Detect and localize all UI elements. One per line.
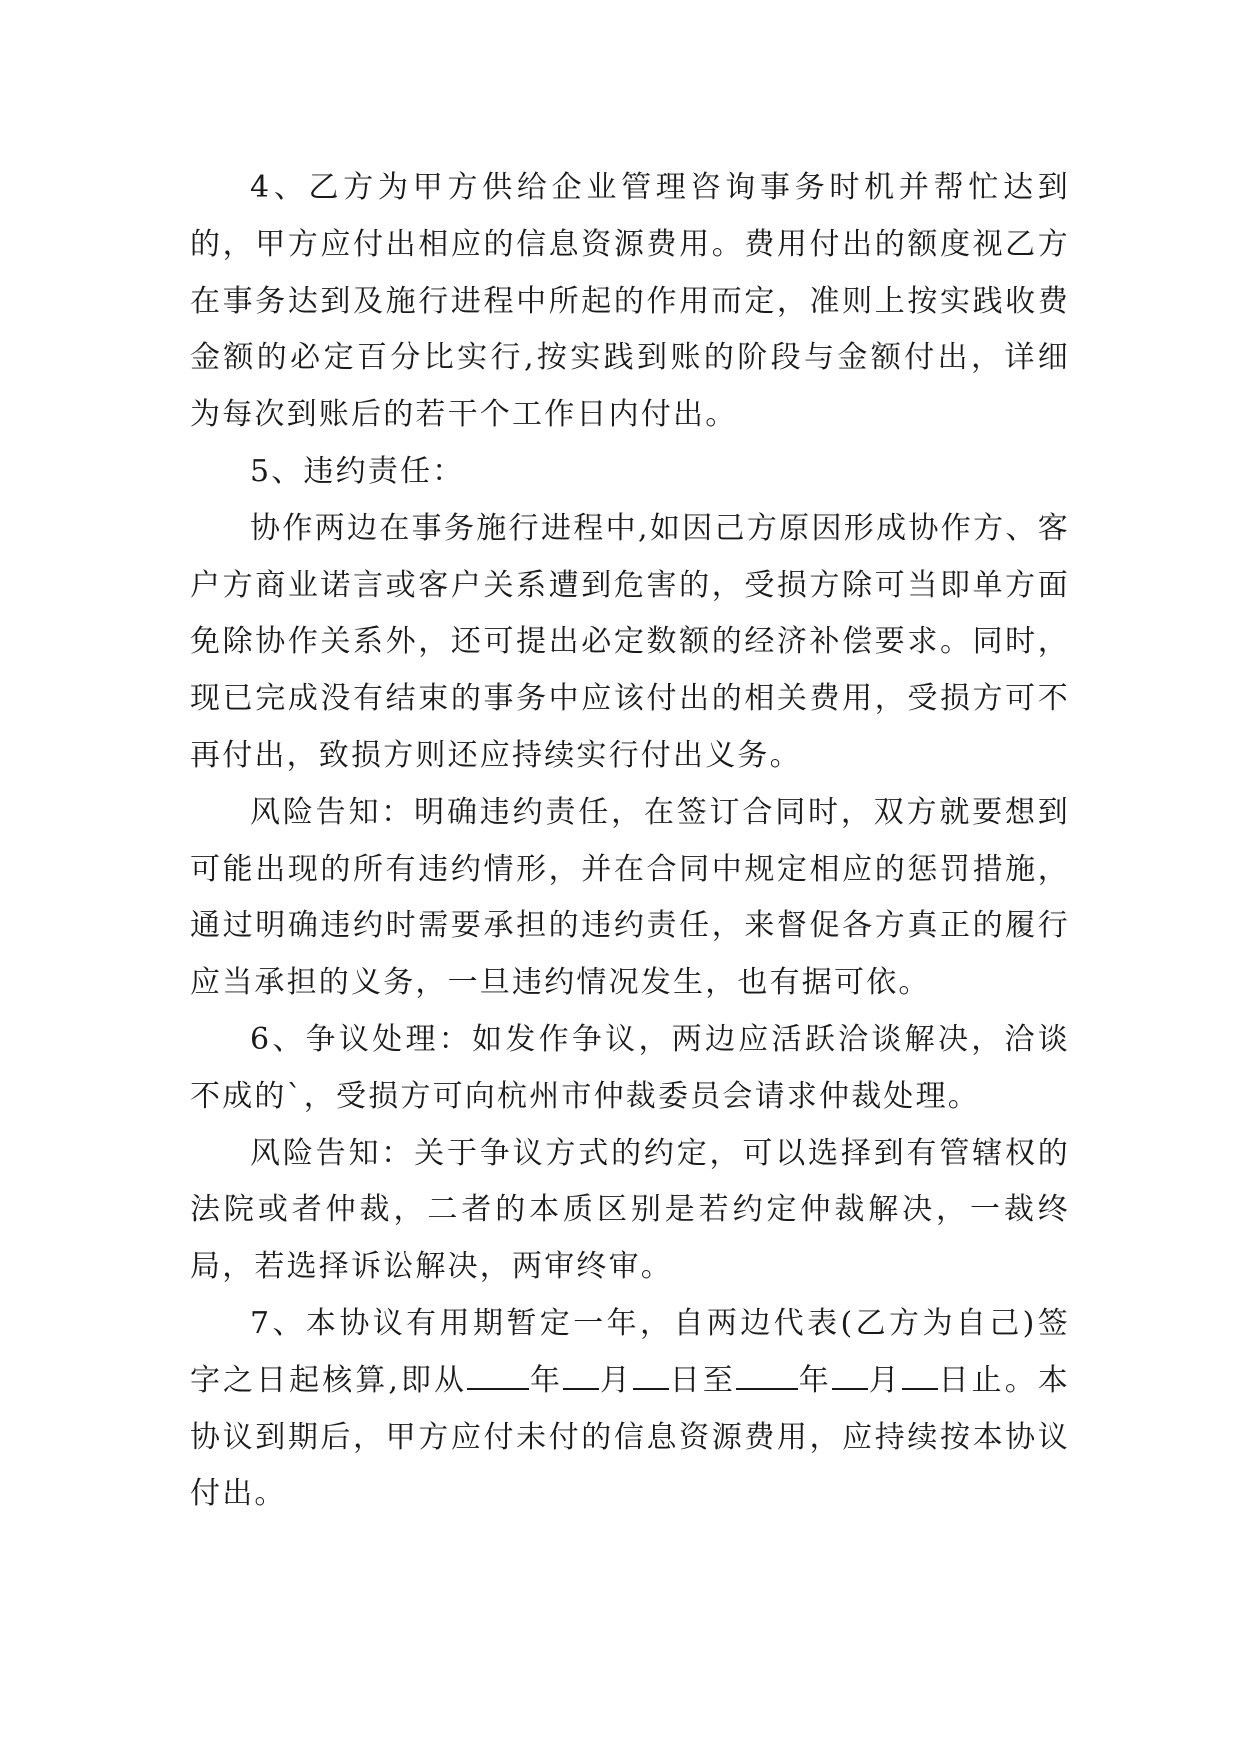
year-blank-2: [736, 1361, 798, 1390]
paragraph-clause-5-heading: 5、违约责任：: [250, 453, 465, 489]
day-blank-2: [902, 1361, 938, 1390]
month-blank-1: [563, 1361, 599, 1390]
day-label-2: 日止。: [937, 1362, 1038, 1398]
clause-7-intro: 7、本协议有用期暂定一年，自两边代表(乙方为自己)签字之日起核算,即从: [190, 1305, 1070, 1398]
year-blank-1: [467, 1361, 529, 1390]
year-label-1: 年: [529, 1362, 563, 1398]
paragraph-clause-7: [190, 1296, 1070, 1523]
month-blank-2: [832, 1361, 868, 1390]
paragraph-risk-notice-2: 风险告知：关于争议方式的约定，可以选择到有管辖权的法院或者仲裁，二者的本质区别是若约定仲裁解决，一裁终局，若选择诉讼解决，两审终审。: [190, 1135, 1070, 1285]
paragraph-clause-5-body: 协作两边在事务施行进程中,如因己方原因形成协作方、客户方商业诺言或客户关系遭到危害的，受损方除可当即单方面免除协作关系外，还可提出必定数额的经济补偿要求。同时，现已完成没有结束的事务中应该付出的相关费用，受损方可不再付出，致损方则还应持续实行付出义务。: [190, 510, 1070, 773]
paragraph-risk-notice-1: 风险告知：明确违约责任，在签订合同时，双方就要想到可能出现的所有违约情形，并在合同中规定相应的惩罚措施，通过明确违约时需要承担的违约责任，来督促各方真正的履行应当承担的义务，一旦违约情况发生，也有据可依。: [190, 794, 1070, 1001]
day-blank-1: [633, 1361, 669, 1390]
month-label-1: 月: [599, 1362, 633, 1398]
paragraph-clause-6: 6、争议处理：如发作争议，两边应活跃洽谈解决，洽谈不成的`，受损方可向杭州市仲裁委员会请求仲裁处理。: [190, 1021, 1070, 1114]
paragraph-clause-4: 4、乙方为甲方供给企业管理咨询事务时机并帮忙达到的，甲方应付出相应的信息资源费用。费用付出的额度视乙方在事务达到及施行进程中所起的作用而定，准则上按实践收费金额的必定百分比实行,按实践到账的阶段与金额付出，详细为每次到账后的若干个工作日内付出。: [190, 170, 1070, 433]
day-label-1: 日至: [668, 1362, 736, 1398]
clause-7-continuation: 本协议到期后，甲方应付未付的信息资源费用，应持续按本协议付出。: [190, 1362, 1070, 1512]
month-label-2: 月: [867, 1362, 902, 1398]
year-label-2: 年: [797, 1362, 832, 1398]
document-page: [190, 160, 1070, 1523]
